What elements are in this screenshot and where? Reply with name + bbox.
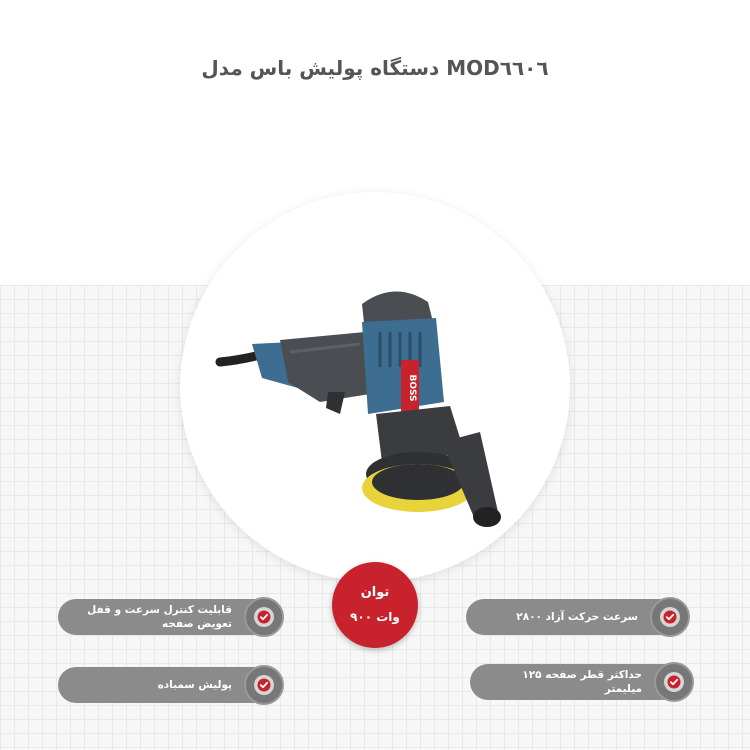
check-icon xyxy=(667,675,681,689)
feature-speed-control-lock xyxy=(58,599,282,635)
feature-text: قابلیت کنترل سرعت و قفل تعویض صفحه xyxy=(87,604,232,630)
feature-sanding-polish xyxy=(58,667,282,703)
power-value: ۹۰۰ وات xyxy=(350,610,400,624)
feature-text: پولیش سمباده xyxy=(157,679,232,691)
power-badge xyxy=(332,562,418,648)
polisher-image xyxy=(180,192,570,582)
feature-text: حداکثر قطر صفحه ۱۲۵ میلیمتر xyxy=(522,669,642,695)
check-badge xyxy=(244,665,284,705)
check-badge xyxy=(654,662,694,702)
power-label: توان xyxy=(360,585,390,600)
brand-mark: BOSS xyxy=(407,374,417,402)
page-title: دستگاه پولیش باس مدل MOD٦٦٠٦ xyxy=(201,56,549,80)
check-icon xyxy=(257,678,271,692)
feature-free-speed xyxy=(466,599,688,635)
product-image-frame xyxy=(180,192,570,582)
check-icon xyxy=(257,610,271,624)
feature-text: سرعت حرکت آزاد ۲۸۰۰ xyxy=(516,611,638,623)
check-badge xyxy=(650,597,690,637)
check-badge xyxy=(244,597,284,637)
check-icon xyxy=(663,610,677,624)
feature-max-disc-diameter xyxy=(470,664,692,700)
